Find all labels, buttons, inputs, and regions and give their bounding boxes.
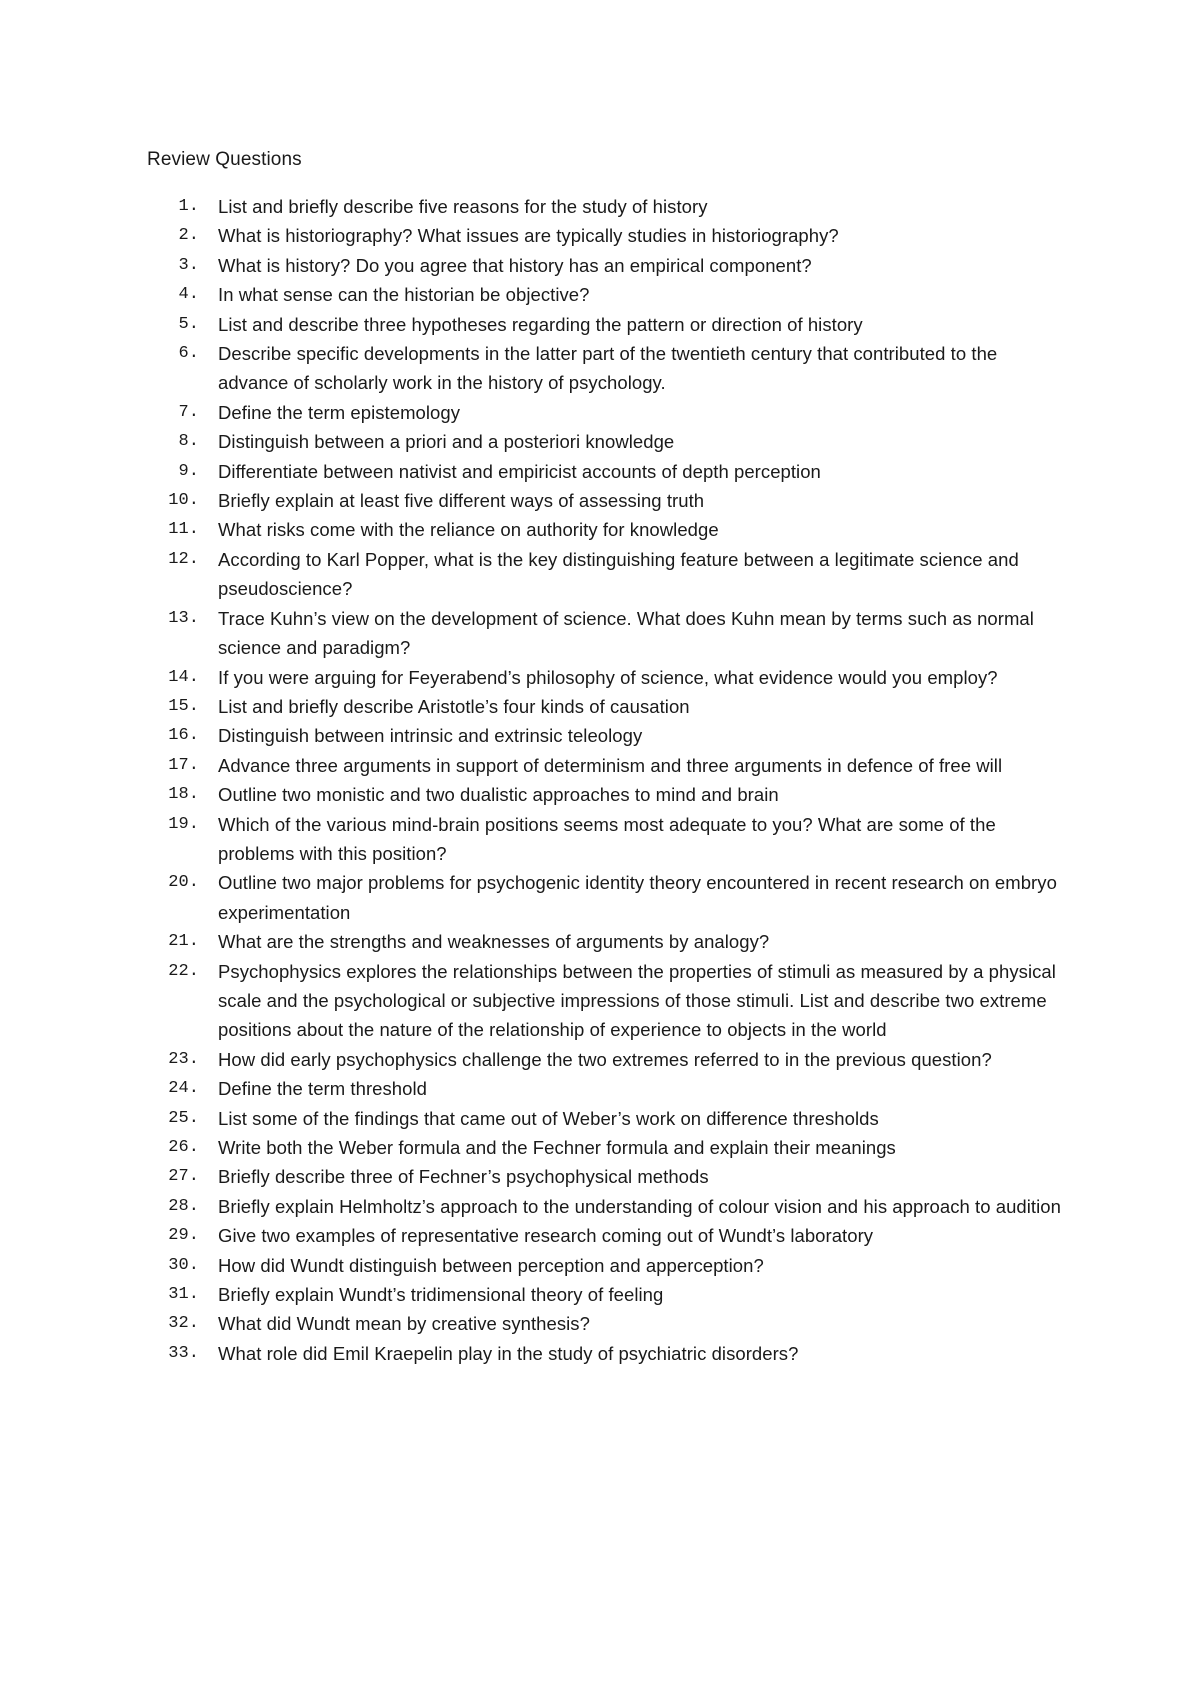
question-text: List some of the findings that came out of Weber’s work on difference thresholds <box>218 1107 879 1129</box>
question-item <box>147 457 1067 486</box>
question-number: 29 . <box>147 1221 199 1250</box>
question-item <box>147 1104 1067 1133</box>
question-item <box>147 251 1067 280</box>
question-item <box>147 1280 1067 1309</box>
question-number: 10 . <box>147 486 199 515</box>
question-text: Psychophysics explores the relationships between the properties of stimuli as measured by a physical scale and the psychological or subjective impressions of those stimuli. List and describe two extreme positions about the nature of the relationship of experience to objects in the world <box>218 960 1056 1041</box>
question-item <box>147 1133 1067 1162</box>
question-number: 26 . <box>147 1133 199 1162</box>
question-number: 2 . <box>147 221 199 250</box>
question-text: Give two examples of representative research coming out of Wundt’s laboratory <box>218 1225 874 1247</box>
question-item <box>147 957 1067 1045</box>
question-number: 28 . <box>147 1192 199 1221</box>
question-item <box>147 810 1067 869</box>
question-number: 4 . <box>147 280 199 309</box>
question-text: Briefly explain Wundt’s tridimensional theory of feeling <box>218 1284 664 1306</box>
question-text: What are the strengths and weaknesses of arguments by analogy? <box>218 931 770 953</box>
question-item <box>147 780 1067 809</box>
question-item <box>147 1074 1067 1103</box>
question-number: 12 . <box>147 545 199 574</box>
question-item <box>147 1251 1067 1280</box>
question-item <box>147 692 1067 721</box>
question-item <box>147 545 1067 604</box>
question-item <box>147 927 1067 956</box>
page-heading: Review Questions <box>147 149 302 170</box>
question-text: Which of the various mind-brain positions seems most adequate to you? What are some of the problems with this position? <box>218 813 996 864</box>
question-number: 9 . <box>147 457 199 486</box>
question-text: List and describe three hypotheses regarding the pattern or direction of history <box>218 313 863 335</box>
question-item <box>147 663 1067 692</box>
question-text: How did Wundt distinguish between perception and apperception? <box>218 1254 764 1276</box>
question-item <box>147 1045 1067 1074</box>
question-item <box>147 221 1067 250</box>
question-item <box>147 398 1067 427</box>
question-item <box>147 192 1067 221</box>
question-item <box>147 751 1067 780</box>
question-number: 30 . <box>147 1251 199 1280</box>
question-text: List and briefly describe Aristotle’s four kinds of causation <box>218 695 690 717</box>
question-number: 16 . <box>147 721 199 750</box>
question-text: What is historiography? What issues are typically studies in historiography? <box>218 225 839 247</box>
question-number: 1 . <box>147 192 199 221</box>
question-number: 27 . <box>147 1162 199 1191</box>
question-item <box>147 1162 1067 1191</box>
question-number: 15 . <box>147 692 199 721</box>
question-number: 7 . <box>147 398 199 427</box>
question-text: Distinguish between a priori and a posteriori knowledge <box>218 431 675 453</box>
question-text: Define the term epistemology <box>218 401 461 423</box>
question-item <box>147 721 1067 750</box>
question-item <box>147 604 1067 663</box>
question-number: 14 . <box>147 663 199 692</box>
question-item <box>147 280 1067 309</box>
question-text: List and briefly describe five reasons for the study of history <box>218 196 708 217</box>
question-number: 19 . <box>147 810 199 839</box>
question-number: 31 . <box>147 1280 199 1309</box>
question-number: 25 . <box>147 1104 199 1133</box>
question-number: 21 . <box>147 927 199 956</box>
question-item <box>147 310 1067 339</box>
question-number: 22 . <box>147 957 199 986</box>
question-number: 18 . <box>147 780 199 809</box>
question-item <box>147 1221 1067 1250</box>
question-number: 3 . <box>147 251 199 280</box>
question-item <box>147 1192 1067 1221</box>
question-item <box>147 486 1067 515</box>
question-text: What role did Emil Kraepelin play in the study of psychiatric disorders? <box>218 1342 799 1364</box>
question-text: Briefly explain Helmholtz’s approach to the understanding of colour vision and his approach to audition <box>218 1195 1061 1217</box>
question-text: If you were arguing for Feyerabend’s philosophy of science, what evidence would you employ? <box>218 666 998 688</box>
question-number: 8 . <box>147 427 199 456</box>
question-number: 32 . <box>147 1309 199 1338</box>
question-text: In what sense can the historian be objective? <box>218 284 590 306</box>
question-item <box>147 515 1067 544</box>
question-item <box>147 868 1067 927</box>
question-text: According to Karl Popper, what is the key distinguishing feature between a legitimate science and pseudoscience? <box>218 548 1019 600</box>
question-number: 11 . <box>147 515 199 544</box>
question-number: 20 . <box>147 868 199 897</box>
question-item <box>147 1309 1067 1338</box>
question-text: Distinguish between intrinsic and extrinsic teleology <box>218 725 643 747</box>
question-text: Outline two major problems for psychogenic identity theory encountered in recent research on embryo experimentation <box>218 872 1057 923</box>
question-text: What risks come with the reliance on authority for knowledge <box>218 519 719 541</box>
question-text: What did Wundt mean by creative synthesis? <box>218 1313 590 1335</box>
question-number: 17 . <box>147 751 199 780</box>
question-text: Write both the Weber formula and the Fechner formula and explain their meanings <box>218 1137 896 1158</box>
question-text: Briefly describe three of Fechner’s psychophysical methods <box>218 1166 709 1188</box>
question-item <box>147 339 1067 398</box>
question-item <box>147 427 1067 456</box>
question-text: How did early psychophysics challenge the two extremes referred to in the previous question? <box>218 1048 992 1070</box>
question-number: 33 . <box>147 1339 199 1368</box>
question-text: Advance three arguments in support of determinism and three arguments in defence of free will <box>218 754 1003 776</box>
question-item <box>147 1339 1067 1368</box>
question-list <box>147 192 1067 1368</box>
question-number: 5 . <box>147 310 199 339</box>
question-text: Define the term threshold <box>218 1078 427 1100</box>
question-number: 13 . <box>147 604 199 633</box>
question-number: 6 . <box>147 339 199 368</box>
question-text: Outline two monistic and two dualistic approaches to mind and brain <box>218 784 779 806</box>
question-text: Trace Kuhn’s view on the development of science. What does Kuhn mean by terms such as normal science and paradigm? <box>218 607 1034 659</box>
question-text: What is history? Do you agree that history has an empirical component? <box>218 254 812 276</box>
question-text: Differentiate between nativist and empiricist accounts of depth perception <box>218 460 821 482</box>
question-number: 24 . <box>147 1074 199 1103</box>
question-text: Briefly explain at least five different ways of assessing truth <box>218 490 705 512</box>
question-number: 23 . <box>147 1045 199 1074</box>
question-text: Describe specific developments in the latter part of the twentieth century that contributed to the advance of scholarly work in the history of psychology. <box>218 343 998 394</box>
